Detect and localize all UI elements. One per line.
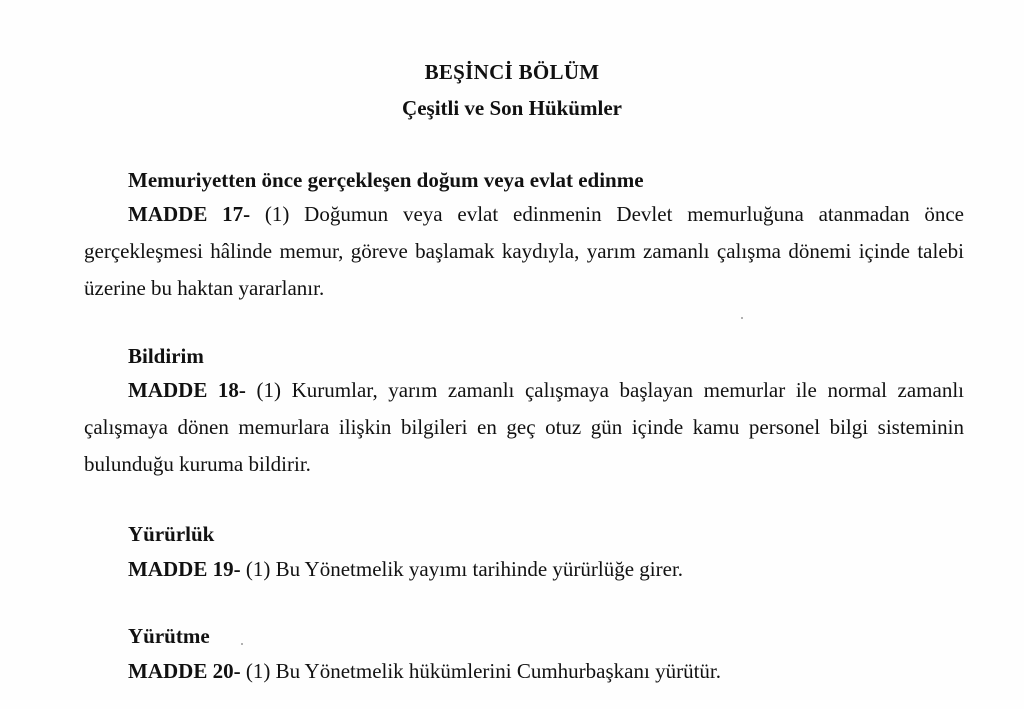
article-20-paragraph (128, 659, 721, 684)
section-heading-18: Bildirim (128, 344, 204, 368)
article-17-text: (1) Doğumun veya evlat edinmenin Devlet memurluğuna atanmadan önce gerçekleşmesi hâlinde memur, göreve başlamak kaydıyla, yarım zamanlı çalışma dönemi içinde talebi üzerine bu haktan yararlanır. (84, 202, 964, 300)
article-17-paragraph (84, 196, 964, 307)
chapter-subtitle: Çeşitli ve Son Hükümler (402, 96, 622, 120)
section-heading-19: Yürürlük (128, 522, 215, 546)
article-18-text: (1) Kurumlar, yarım zamanlı çalışmaya başlayan memurlar ile normal zamanlı çalışmaya dönen memurlara ilişkin bilgileri en geç otuz gün içinde kamu personel bilgi sisteminin bulunduğu kuruma bildirir. (84, 378, 965, 476)
article-18-number: MADDE 18- (128, 378, 246, 402)
scan-speck (741, 317, 743, 319)
article-20-text: (1) Bu Yönetmelik hükümlerini Cumhurbaşkanı yürütür. (245, 659, 721, 683)
article-19-paragraph (128, 557, 683, 582)
chapter-title: BEŞİNCİ BÖLÜM (424, 60, 600, 84)
article-20-number: MADDE 20- (128, 659, 241, 683)
article-19-text: (1) Bu Yönetmelik yayımı tarihinde yürürlüğe girer. (245, 557, 684, 581)
scan-speck (241, 643, 243, 645)
section-heading-17: Memuriyetten önce gerçekleşen doğum veya evlat edinme (128, 168, 644, 192)
article-19-number: MADDE 19- (128, 557, 241, 581)
section-heading-20: Yürütme (128, 624, 210, 648)
article-18-paragraph (84, 372, 964, 483)
article-17-number: MADDE 17- (128, 202, 251, 226)
